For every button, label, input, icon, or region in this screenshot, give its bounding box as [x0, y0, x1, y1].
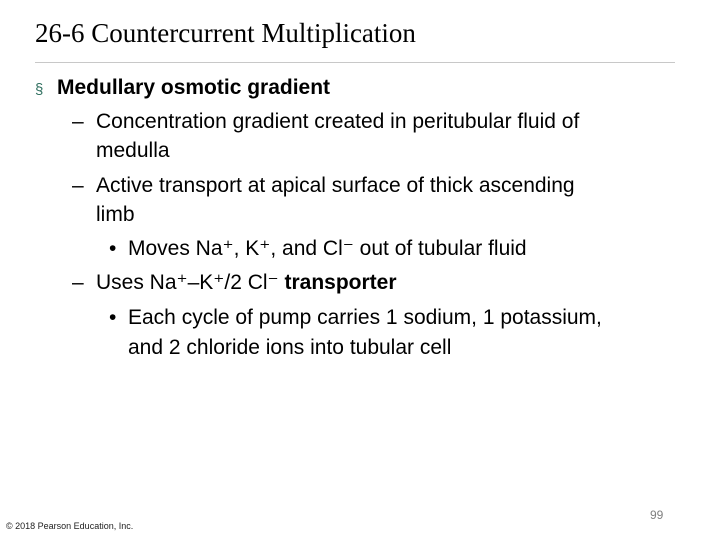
subbullet-concentration-gradient-line2: medulla	[96, 139, 170, 162]
copyright-footer: © 2018 Pearson Education, Inc.	[6, 521, 134, 531]
title-divider	[35, 62, 675, 63]
transporter-word: transporter	[284, 271, 397, 294]
subbullet-active-transport-line2: limb	[96, 203, 135, 226]
subbullet-active-transport-line1: Active transport at apical surface of thick ascending	[96, 174, 575, 197]
slide-title: 26-6 Countercurrent Multiplication	[35, 18, 416, 48]
subsubbullet-pump-cycle-line1: Each cycle of pump carries 1 sodium, 1 potassium,	[128, 306, 602, 329]
page-number: 99	[650, 508, 664, 522]
dash-marker: –	[72, 110, 84, 133]
dot-marker: •	[109, 306, 117, 329]
dot-marker: •	[109, 237, 117, 260]
bullet-medullary-gradient: Medullary osmotic gradient	[57, 76, 331, 99]
dash-marker: –	[72, 174, 84, 197]
level1-bullet-marker: §	[35, 81, 44, 98]
subbullet-concentration-gradient-line1: Concentration gradient created in peritubular fluid of	[96, 110, 580, 133]
transporter-name: Uses Na⁺–K⁺/2 Cl⁻	[96, 271, 279, 294]
subbullet-uses-transporter	[96, 271, 397, 295]
dash-marker: –	[72, 271, 84, 294]
subsubbullet-moves-ions: Moves Na⁺, K⁺, and Cl⁻ out of tubular fluid	[128, 237, 527, 260]
subsubbullet-pump-cycle-line2: and 2 chloride ions into tubular cell	[128, 336, 452, 359]
